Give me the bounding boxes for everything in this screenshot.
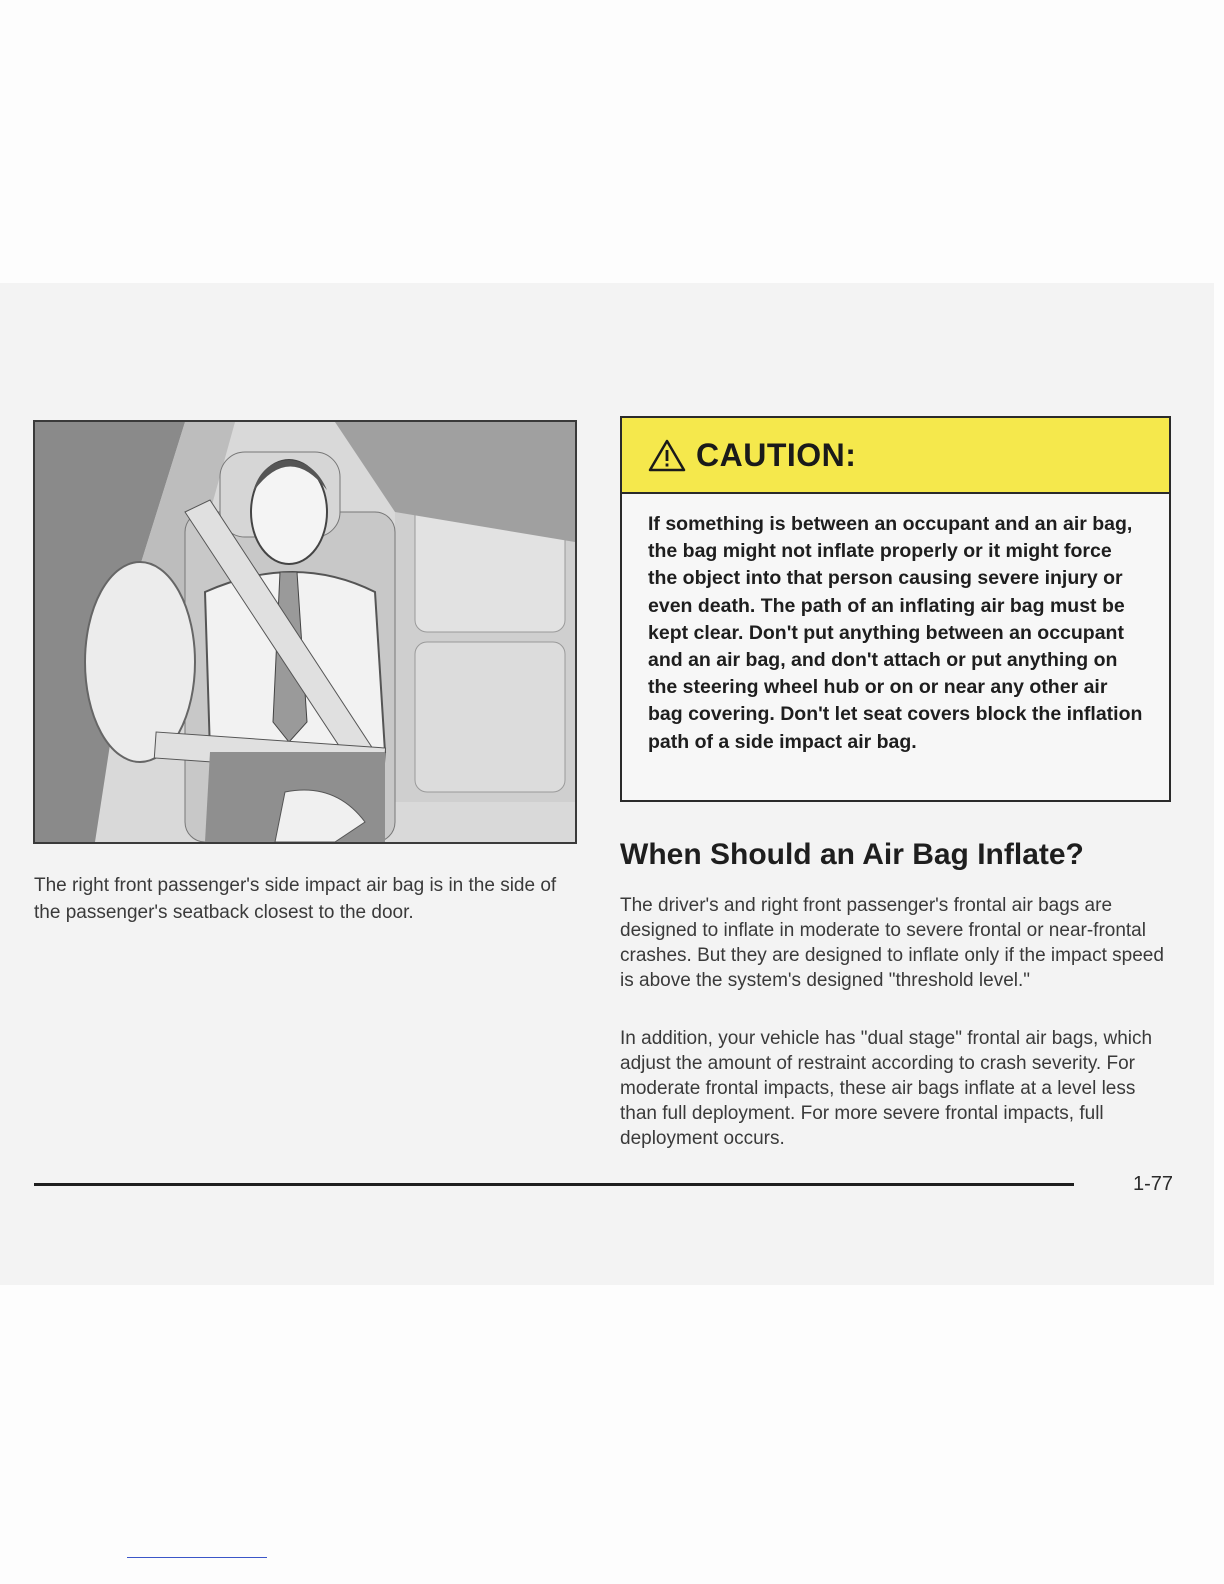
paragraph-inflation-criteria: The driver's and right front passenger's frontal air bags are designed to inflate in moderate to severe frontal or near-frontal crashes. But they are designed to inflate only if the impact speed is above the system's designed "threshold level." xyxy=(620,895,1164,991)
warning-triangle-icon xyxy=(648,438,686,472)
footer-rule xyxy=(34,1183,1074,1186)
caution-body: If something is between an occupant and an air bag, the bag might not inflate properly or it might force the object into that person causing severe injury or even death. The path of an inflating air bag must be kept clear. Don't put anything between an occupant and an air bag, and don't attach or put anything on the steering wheel hub or on or near any other air bag covering. Don't let seat covers block the inflation path of a side impact air bag. xyxy=(648,513,1143,753)
caution-box xyxy=(620,416,1171,802)
bottom-link-underline[interactable] xyxy=(127,1557,267,1558)
illustration-caption: The right front passenger's side impact air bag is in the side of the passenger's seatback closest to the door. xyxy=(34,875,557,923)
illustration-drawing xyxy=(35,422,575,842)
page-number: 1-77 xyxy=(1133,1173,1174,1195)
caution-header xyxy=(622,418,1169,494)
section-heading: When Should an Air Bag Inflate? xyxy=(620,838,1084,871)
paragraph-dual-stage: In addition, your vehicle has "dual stage" frontal air bags, which adjust the amount of restraint according to crash severity. For moderate frontal impacts, these air bags inflate at a level less than full deployment. For more severe frontal impacts, full deployment occurs. xyxy=(620,1028,1153,1149)
passenger-airbag-illustration xyxy=(33,420,577,844)
caution-title: CAUTION: xyxy=(696,436,857,473)
